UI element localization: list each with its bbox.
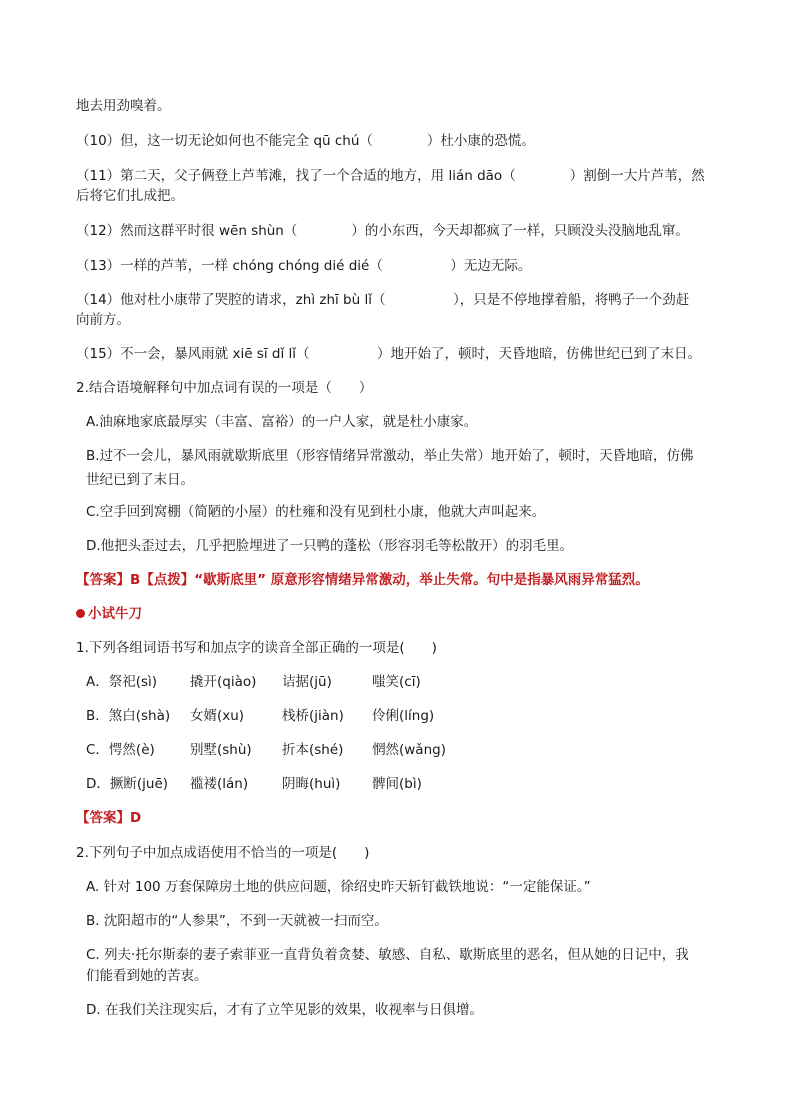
t1-c-1: C．愕然(è)	[86, 742, 155, 758]
q2-option-b-cont: 世纪已到了末日。	[86, 472, 194, 488]
section-title-text: 小试牛刀	[88, 606, 142, 622]
question-10: （10）但，这一切无论如何也不能完全 qū chú（ ）杜小康的恐慌。	[76, 133, 535, 149]
t1-c-3: 折本(shé)	[282, 742, 344, 758]
q2-stem: 2.结合语境解释句中加点词有误的一项是（ ）	[76, 380, 373, 396]
bullet-icon	[76, 609, 85, 618]
t1-c-2: 别墅(shù)	[190, 742, 252, 758]
t1-d-3: 阴晦(huì)	[282, 776, 341, 792]
question-14-cont: 向前方。	[76, 312, 130, 328]
t1-d-1: D．撅断(juē)	[86, 776, 169, 792]
t1-d-4: 髀间(bì)	[372, 776, 422, 792]
t1-b-1: B．煞白(shà)	[86, 708, 171, 724]
question-12: （12）然而这群平时很 wēn shùn（ ）的小东西，今天却都疯了一样，只顾没头没脑地乱窜。	[76, 223, 689, 239]
t1-b-2: 女婿(xu)	[190, 708, 245, 724]
t1-a-1: A．祭祀(sì)	[86, 674, 158, 690]
t1-stem: 1.下列各组词语书写和加点字的读音全部正确的一项是( )	[76, 640, 437, 656]
question-11-cont: 后将它们扎成把。	[76, 188, 184, 204]
t2-option-a: A. 针对 100 万套保障房土地的供应问题，徐绍史昨天斩钉截铁地说：“一定能保证。”	[86, 879, 591, 895]
q2-option-a: A.油麻地家底最厚实（丰富、富裕）的一户人家，就是杜小康家。	[86, 414, 478, 430]
question-15: （15）不一会，暴风雨就 xiē sī dǐ lǐ（ ）地开始了，顿时，天昏地暗，仿佛世纪已到了末日。	[76, 346, 701, 362]
t2-option-c: C. 列夫·托尔斯泰的妻子索菲亚一直背负着贪婪、敏感、自私、歇斯底里的恶名，但从她的日记中，我	[86, 947, 689, 963]
t1-d-2: 褴褛(lán)	[190, 776, 249, 792]
t1-answer: 【答案】D	[76, 810, 142, 826]
q2-answer: 【答案】B【点拨】“歇斯底里” 原意形容情绪异常激动，举止失常。句中是指暴风雨异常猛烈。	[76, 572, 649, 588]
t2-option-b: B. 沈阳超市的“人参果”，不到一天就被一扫而空。	[86, 913, 388, 929]
t1-b-4: 伶俐(líng)	[372, 708, 435, 724]
t1-a-3: 诘据(jū)	[282, 674, 332, 690]
t2-option-c-cont: 们能看到她的苦衷。	[86, 968, 208, 984]
text-line: 地去用劲嗅着。	[76, 98, 171, 114]
t1-a-4: 嗤笑(cī)	[372, 674, 421, 690]
t2-stem: 2.下列句子中加点成语使用不恰当的一项是( )	[76, 845, 370, 861]
question-13: （13）一样的芦苇，一样 chóng chóng dié dié（ ）无边无际。	[76, 258, 532, 274]
q2-option-b: B.过不一会儿，暴风雨就歇斯底里（形容情绪异常激动，举止失常）地开始了，顿时，天昏地暗，仿佛	[86, 448, 694, 464]
t1-c-4: 惘然(wǎng)	[372, 742, 446, 758]
t1-a-2: 撬开(qiào)	[190, 674, 257, 690]
q2-option-d: D.他把头歪过去，几乎把脸埋进了一只鸭的蓬松（形容羽毛等松散开）的羽毛里。	[86, 538, 574, 554]
t2-option-d: D. 在我们关注现实后，才有了立竿见影的效果，收视率与日俱增。	[86, 1002, 483, 1018]
question-11: （11）第二天，父子俩登上芦苇滩，找了一个合适的地方，用 lián dāo（ ）割倒一大片芦苇，然	[76, 168, 705, 184]
section-title	[76, 604, 142, 624]
q2-option-c: C.空手回到窝棚（简陋的小屋）的杜雍和没有见到杜小康，他就大声叫起来。	[86, 504, 546, 520]
question-14: （14）他对杜小康带了哭腔的请求，zhì zhī bù lǐ（ ），只是不停地撑着船，将鸭子一个劲赶	[76, 292, 690, 308]
t1-b-3: 栈桥(jiàn)	[282, 708, 344, 724]
